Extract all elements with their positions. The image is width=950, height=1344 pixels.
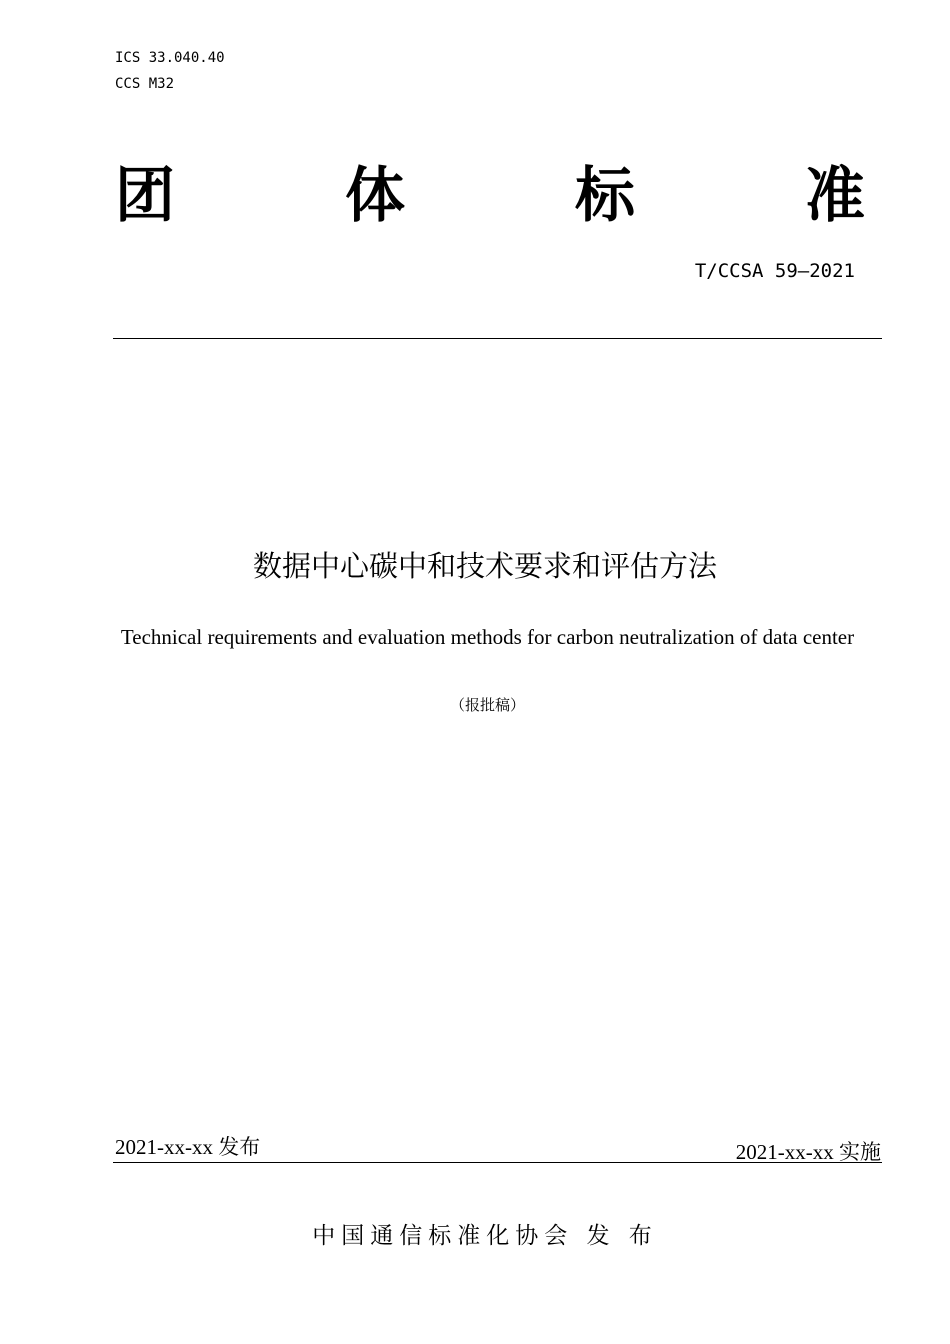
standard-type-char: 体 bbox=[345, 161, 405, 231]
draft-status: （报批稿） bbox=[449, 696, 525, 714]
header-divider bbox=[113, 338, 882, 339]
ics-code: ICS 33.040.40 bbox=[115, 50, 225, 66]
effective-date: 2021-xx-xx 实施 bbox=[735, 1140, 881, 1164]
release-date: 2021-xx-xx 发布 bbox=[115, 1135, 261, 1159]
standard-type-char: 准 bbox=[805, 161, 865, 231]
standard-type-char: 团 bbox=[115, 161, 175, 231]
standard-type-heading bbox=[115, 160, 865, 232]
standard-type-char: 标 bbox=[575, 161, 635, 231]
ccs-code: CCS M32 bbox=[115, 76, 175, 92]
title-chinese: 数据中心碳中和技术要求和评估方法 bbox=[252, 549, 717, 583]
standard-number: T/CCSA 59—2021 bbox=[694, 260, 855, 282]
publisher: 中国通信标准化协会 发 布 bbox=[312, 1223, 658, 1249]
footer-divider bbox=[113, 1162, 882, 1163]
title-english: Technical requirements and evaluation methods for carbon neutralization of data center bbox=[120, 625, 855, 649]
